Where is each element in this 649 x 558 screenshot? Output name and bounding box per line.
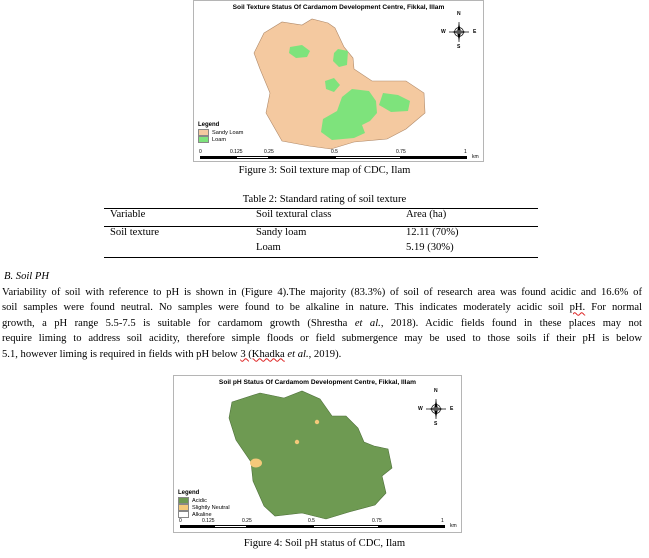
compass-e: E xyxy=(450,406,454,412)
legend-label: Alkaline xyxy=(192,511,212,518)
map-legend xyxy=(178,490,230,518)
compass-n: N xyxy=(434,388,438,394)
scale-unit: km xyxy=(450,523,457,529)
figure-3-caption: Figure 3: Soil texture map of CDC, Ilam xyxy=(238,165,411,176)
compass-w: W xyxy=(441,29,446,35)
scale-segment xyxy=(269,156,335,159)
table-cell: Loam xyxy=(256,242,281,253)
paragraph-line: 5.1, however liming is required in fields with pH below 3 (Khadka et al., 2019). xyxy=(2,348,342,360)
legend-title: Legend xyxy=(198,122,220,128)
scale-segment xyxy=(379,525,445,528)
scale-bar xyxy=(178,519,461,529)
spelling-flag: 3 (Khadka xyxy=(240,348,285,360)
map-legend xyxy=(198,122,243,143)
scale-tick: 0.75 xyxy=(396,149,406,155)
legend-item xyxy=(198,136,243,143)
legend-item xyxy=(178,497,230,504)
scale-tick: 0.125 xyxy=(230,149,243,155)
scale-tick: 0.5 xyxy=(331,149,338,155)
compass-rose xyxy=(449,22,469,42)
scale-segment xyxy=(335,156,401,159)
figure-4-caption: Figure 4: Soil pH status of CDC, Ilam xyxy=(243,538,406,549)
scale-tick: 0.25 xyxy=(264,149,274,155)
legend-swatch xyxy=(178,504,189,511)
body-paragraph xyxy=(2,285,642,362)
slightly-neutral-patch xyxy=(250,459,262,468)
scale-tick: 0 xyxy=(179,518,182,524)
scale-tick: 1 xyxy=(464,149,467,155)
table-header-cell: Soil textural class xyxy=(256,209,332,220)
legend-item xyxy=(178,511,230,518)
table-cell: Sandy loam xyxy=(256,227,307,238)
scale-segment xyxy=(236,156,269,159)
scale-unit: km xyxy=(472,154,479,160)
spelling-flag: pH. xyxy=(569,302,586,314)
scale-tick: 0.75 xyxy=(372,518,382,524)
paragraph-line: soil samples were found neutral. No samples were found to be alkaline in nature. This indicates moderately acidic soil pH. For normal xyxy=(2,302,642,314)
compass-w: W xyxy=(418,406,423,412)
slightly-neutral-patch xyxy=(295,440,299,444)
legend-swatch xyxy=(178,497,189,504)
section-heading: B. Soil PH xyxy=(4,271,50,282)
scale-segment xyxy=(401,156,467,159)
paragraph-line: growth, a pH range 5.5-7.5 is suitable for cardamom growth (Shrestha et al., 2018). Acidic fields found in these places may not xyxy=(2,317,642,329)
table-header-rule xyxy=(104,226,538,227)
scale-tick: 0.125 xyxy=(202,518,215,524)
legend-label: Slightly Neutral xyxy=(192,504,230,511)
map-title: Soil pH Status Of Cardamom Development Centre, Fikkal, Illam xyxy=(218,379,417,386)
legend-title: Legend xyxy=(178,490,200,496)
scale-tick: 0.25 xyxy=(242,518,252,524)
table-cell: 12.11 (70%) xyxy=(406,227,459,238)
scale-tick: 0 xyxy=(199,149,202,155)
acidic-region xyxy=(229,391,392,519)
table-cell: Soil texture xyxy=(110,227,160,238)
legend-label: Loam xyxy=(212,136,226,143)
scale-segment xyxy=(247,525,313,528)
table-bottom-rule xyxy=(104,257,538,258)
compass-e: E xyxy=(473,29,477,35)
scale-bar xyxy=(198,151,483,161)
scale-tick: 1 xyxy=(441,518,444,524)
compass-rose xyxy=(426,399,446,419)
table-2 xyxy=(104,208,538,258)
table-2-title: Table 2: Standard rating of soil texture xyxy=(242,194,407,205)
soil-ph-map xyxy=(173,375,462,533)
legend-swatch xyxy=(198,136,209,143)
legend-item xyxy=(178,504,230,511)
compass-s: S xyxy=(434,421,438,427)
paragraph-line: require liming to address soil acidity, therefore simple floods or field submergence may be used to those soils if their pH is below xyxy=(2,333,642,345)
table-cell: 5.19 (30%) xyxy=(406,242,454,253)
scale-segment xyxy=(214,525,247,528)
legend-swatch xyxy=(178,511,189,518)
paragraph-line: Variability of soil with reference to pH is shown in (Figure 4).The majority (83.3%) of soil of research area was found acidic and 16.6% of xyxy=(2,287,642,298)
slightly-neutral-patch xyxy=(315,420,319,424)
compass-s: S xyxy=(457,44,461,50)
legend-label: Acidic xyxy=(192,497,207,504)
legend-swatch xyxy=(198,129,209,136)
scale-segment xyxy=(200,156,236,159)
table-header-cell: Variable xyxy=(110,209,146,220)
legend-item xyxy=(198,129,243,136)
legend-label: Sandy Loam xyxy=(212,129,244,136)
scale-tick: 0.5 xyxy=(308,518,315,524)
compass-n: N xyxy=(457,11,461,17)
map-title: Soil Texture Status Of Cardamom Development Centre, Fikkal, Illam xyxy=(232,4,445,11)
scale-segment xyxy=(180,525,214,528)
table-header-cell: Area (ha) xyxy=(406,209,447,220)
scale-segment xyxy=(313,525,379,528)
soil-texture-map xyxy=(193,0,484,162)
